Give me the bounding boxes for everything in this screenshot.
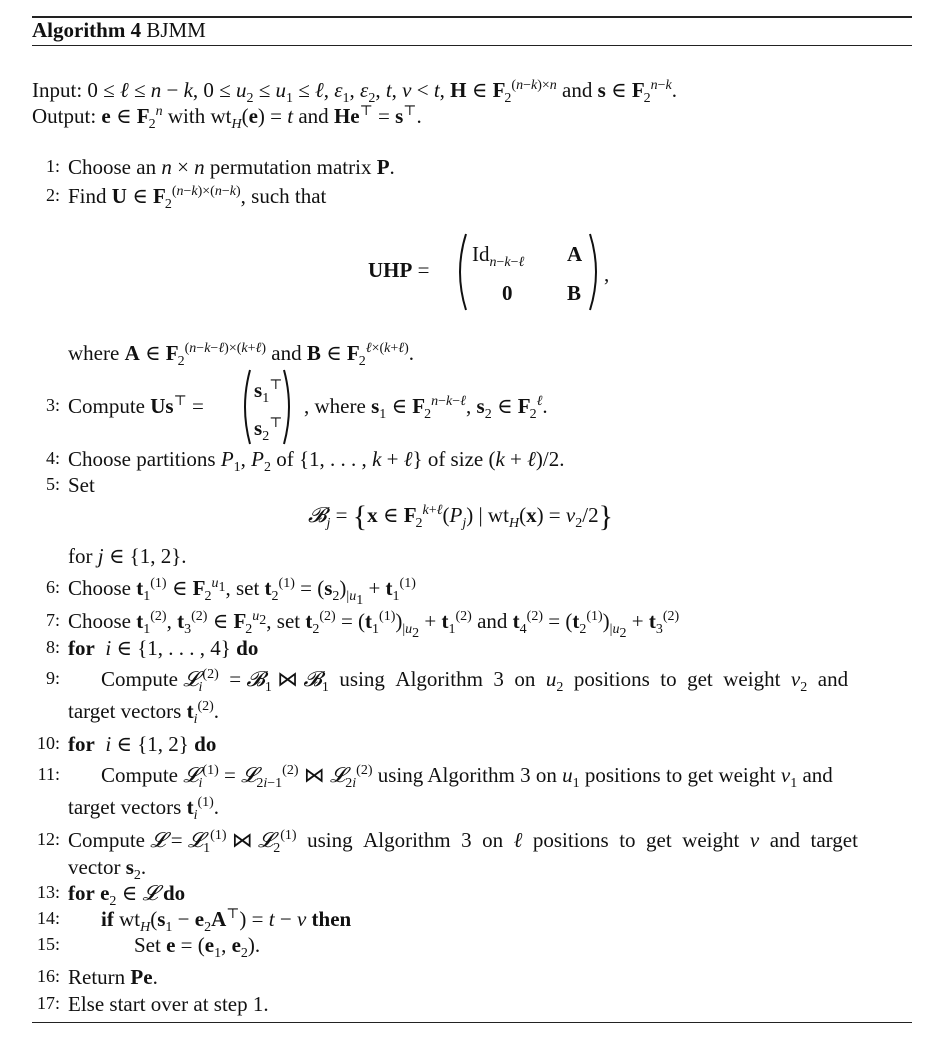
algorithm-name: BJMM bbox=[146, 18, 206, 42]
step-number: 17: bbox=[36, 993, 60, 1013]
step-3-tail: , where $s_1$ ∈ $F_2^{n-k-\ell}$, $s_2$ ∈ $F_2^\ell$. bbox=[304, 394, 548, 423]
step-number: 2: bbox=[45, 185, 60, 205]
where-ab: where A ∈ $F_2^{(n-k-\ell)\times(k+\ell)}$ and B ∈ $F_2^{\ell\times(k+\ell)}$. bbox=[68, 341, 415, 370]
step-number: 15: bbox=[36, 934, 60, 954]
matrix-cell-a: A bbox=[567, 242, 583, 266]
bottom-rule bbox=[32, 1022, 912, 1023]
output-line: Output: e ∈ $F_2^n$ with $wt_H(e) = t$ and He⊤ = s⊤. bbox=[32, 104, 422, 133]
step-text: Find U ∈ $F_2^{(n-k)\times(n-k)}$, such that bbox=[68, 184, 327, 213]
step-text: Compute 𝓛$_i^{(1)}$ = 𝓛$_{2i-1}^{(2)}$ ⋈ 𝓛$_{2i}^{(2)}$ using Algorithm 3 on $u_1$ positions to get weight $v_1$ and bbox=[101, 763, 833, 792]
step-number: 14: bbox=[36, 908, 60, 928]
step-number: 9: bbox=[45, 668, 60, 688]
input-label: Input: bbox=[32, 78, 83, 102]
step-number: 12: bbox=[36, 829, 60, 849]
step-text: Set bbox=[68, 473, 95, 497]
step-text: for i ∈ {1, . . . , 4} do bbox=[68, 636, 259, 660]
step-number: 8: bbox=[45, 637, 60, 657]
comma: , bbox=[604, 262, 610, 286]
vector-s1: $s_1^⊤$ bbox=[254, 378, 283, 407]
vector-s2: $s_2^⊤$ bbox=[254, 416, 283, 445]
step-9-cont: target vectors $t_i^{(2)}$. bbox=[68, 699, 220, 728]
set-bj-equation: 𝓑$_j$ = {x ∈ $F_2^{k+\ell}(P_j)$ | $wt_H(x) = v_2/2$} bbox=[308, 500, 613, 533]
vector-left-paren bbox=[238, 368, 254, 446]
step-text: Choose an n × n permutation matrix P. bbox=[68, 155, 395, 179]
matrix-cell-zero: 0 bbox=[502, 281, 513, 305]
step-number: 3: bbox=[45, 395, 60, 415]
algorithm-label: Algorithm 4 bbox=[32, 18, 142, 42]
step-number: 7: bbox=[45, 610, 60, 630]
matrix-right-paren bbox=[586, 232, 604, 312]
output-label: Output: bbox=[32, 104, 97, 128]
step-text: Choose partitions $P_1$, $P_2$ of {1, . . . , k + ℓ} of size (k + ℓ)/2. bbox=[68, 447, 565, 476]
step-number: 13: bbox=[36, 882, 60, 902]
matrix-cell-b: B bbox=[567, 281, 582, 305]
step-number: 4: bbox=[45, 448, 60, 468]
for-j: for j ∈ {1, 2}. bbox=[68, 544, 187, 568]
step-number: 5: bbox=[45, 474, 60, 494]
step-text: Else start over at step 1. bbox=[68, 992, 269, 1016]
step-text: Compute 𝓛 = 𝓛$_1^{(1)}$ ⋈ 𝓛$_2^{(1)}$ using Algorithm 3 on ℓ positions to get weight v and target bbox=[68, 828, 858, 857]
step-number: 16: bbox=[36, 966, 60, 986]
step-number: 10: bbox=[36, 733, 60, 753]
step-number: 6: bbox=[45, 577, 60, 597]
step-text: if $wt_H(s_1 - e_2A^⊤) = t - v$ then bbox=[101, 907, 352, 936]
matrix-cell-id: $Id_{n-k-\ell}$ bbox=[472, 242, 525, 271]
step-12-cont: vector $s_2$. bbox=[68, 855, 147, 884]
step-text: Choose $t_1^{(1)}$ ∈ $F_2^{u_1}$, set $t_2^{(1)} = (s_2)_{|u_1} + t_1^{(1)}$ bbox=[68, 576, 416, 608]
vector-right-paren bbox=[280, 368, 296, 446]
step-number: 1: bbox=[45, 156, 60, 176]
matrix-left-paren bbox=[452, 232, 470, 312]
step-text: Return Pe. bbox=[68, 965, 158, 989]
step-text: for $e_2$ ∈ 𝓛 do bbox=[68, 881, 186, 910]
algorithm-title bbox=[32, 20, 206, 41]
step-number: 11: bbox=[37, 764, 60, 784]
input-line: Input: 0 ≤ ℓ ≤ n − k, $0 \le u_2 \le u_1$ ≤ ℓ, $\varepsilon_1$, $\varepsilon_2$, t, v < t, H ∈ $F_2^{(n-k)\times n}$ and s ∈ $F_2^{n-k}$. bbox=[32, 78, 678, 107]
step-text: Compute 𝓛$_i^{(2)}$ = 𝓑$_1$ ⋈ 𝓑$_1$ using Algorithm 3 on $u_2$ positions to get weight $v_2$ and bbox=[101, 667, 849, 696]
step-text: for i ∈ {1, 2} do bbox=[68, 732, 217, 756]
step-text: Compute Us⊤ = bbox=[68, 394, 204, 418]
uhp-equation: UHP = bbox=[368, 258, 430, 282]
title-rule bbox=[32, 45, 912, 46]
step-text: Choose $t_1^{(2)}$, $t_3^{(2)}$ ∈ $F_2^{u_2}$, set $t_2^{(2)} = (t_1^{(1)})_{|u_2} + t_1^{(2)}$ and $t_4^{(2)} = (t_2^{(1)})_{|u_2} + t_3^{(2)}$ bbox=[68, 609, 680, 641]
step-text: Set $e = (e_1$, $e_2$). bbox=[134, 933, 261, 962]
step-11-cont: target vectors $t_i^{(1)}$. bbox=[68, 795, 220, 824]
